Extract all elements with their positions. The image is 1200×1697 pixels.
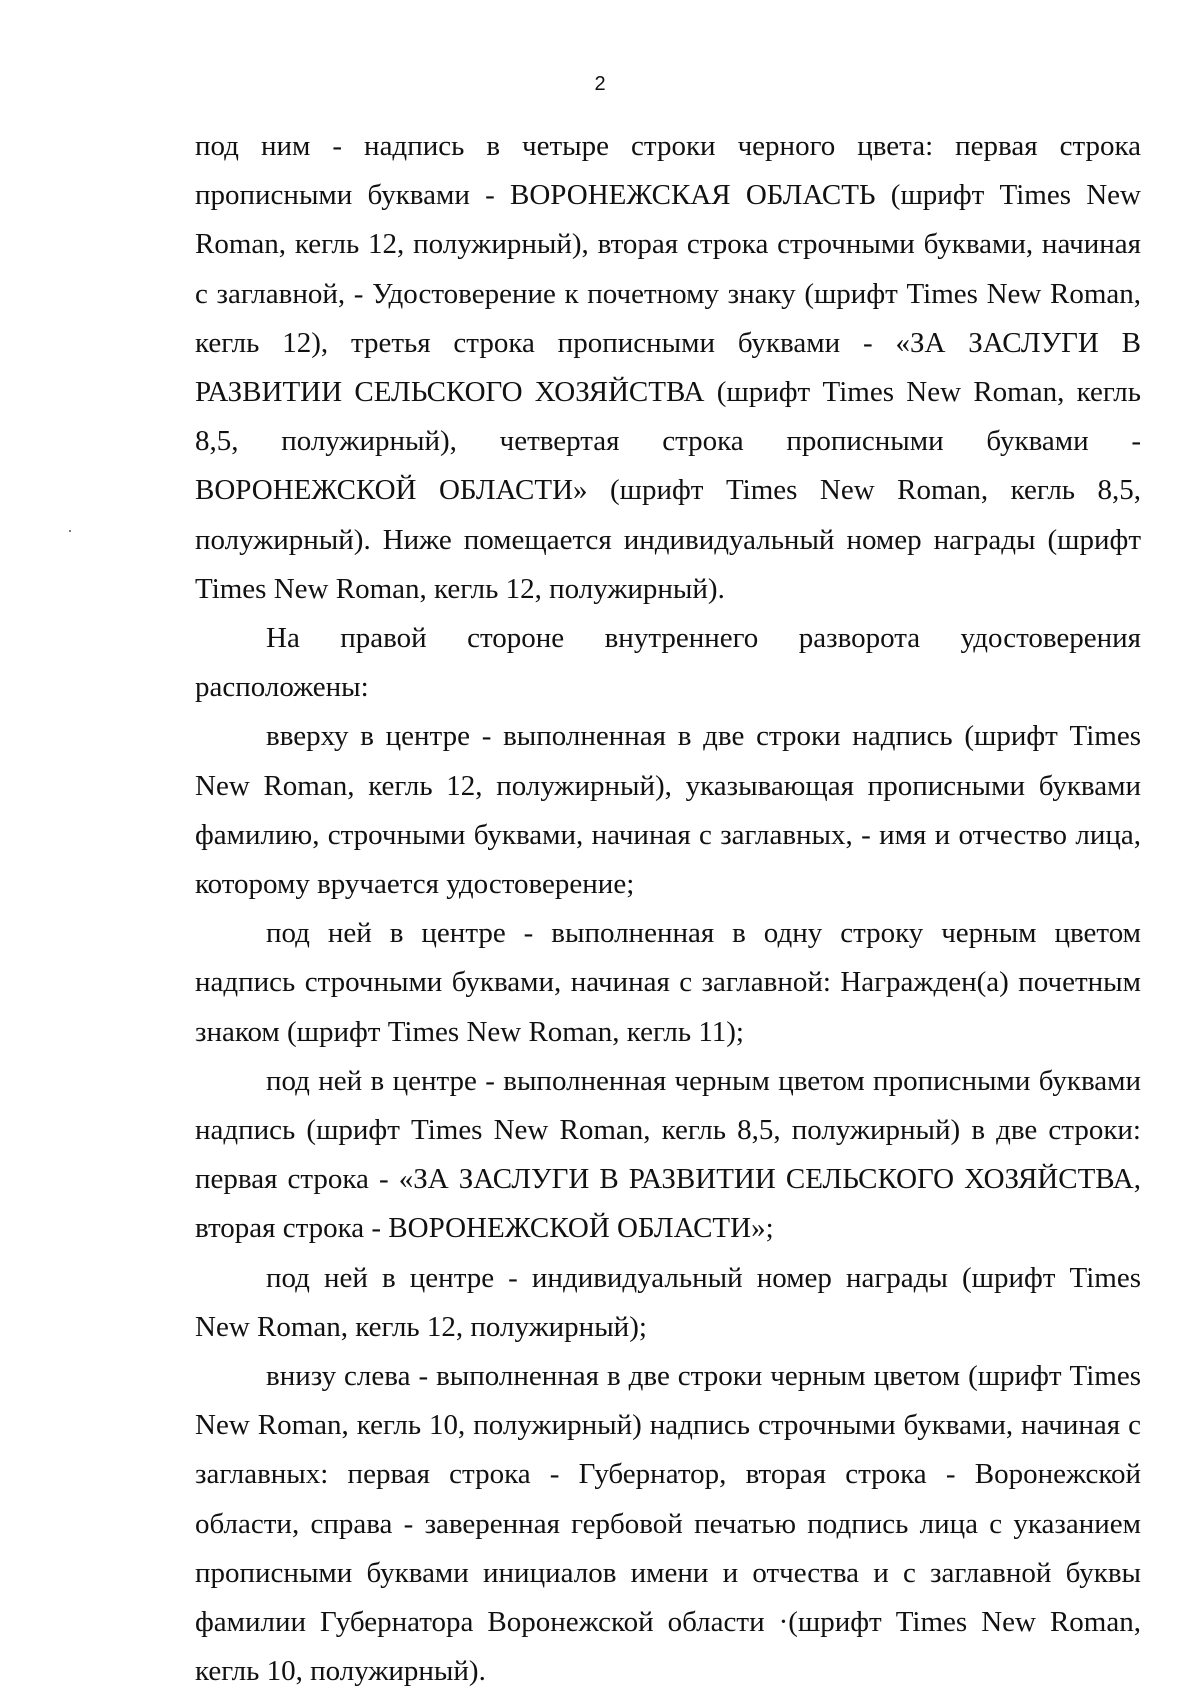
paragraph-award-title: под ней в центре - выполненная черным цветом прописными буквами надпись (шрифт Times New Roman, кегль 8,5, полужирный) в две строки: первая строка - «ЗА ЗАСЛУГИ В РАЗВИТИИ СЕЛЬСКОГО ХОЗЯЙСТВА, вторая строка - ВОРОНЕЖСКОЙ ОБЛАСТИ»; [195,1064,1141,1245]
document-body [195,122,1141,1697]
paragraph-signature: внизу слева - выполненная в две строки черным цветом (шрифт Times New Roman, кегль 10, полужирный) надпись строчными буквами, начиная с заглавных: первая строка - Губернатор, вторая строка - Воронежской области, справа - заверенная гербовой печатью подпись лица с указанием прописными буквами инициалов имени и отчества и с заглавной буквы фамилии Губернатора Воронежской области ·(шрифт Times New Roman, кегль 10, полужирный). [195,1360,1141,1688]
paragraph-inscription-left: под ним - надпись в четыре строки черного цвета: первая строка прописными буквами - ВОРОНЕЖСКАЯ ОБЛАСТЬ (шрифт Times New Roman, кегль 12, полужирный), вторая строка строчными буквами, начиная с заглавной, - Удостоверение к почетному знаку (шрифт Times New Roman, кегль 12), третья строка прописными буквами - «ЗА ЗАСЛУГИ В РАЗВИТИИ СЕЛЬСКОГО ХОЗЯЙСТВА (шрифт Times New Roman, кегль 8,5, полужирный), четвертая строка прописными буквами - ВОРОНЕЖСКОЙ ОБЛАСТИ» (шрифт Times New Roman, кегль 8,5, полужирный). Ниже помещается индивидуальный номер награды (шрифт Times New Roman, кегль 12, полужирный). [195,130,1141,605]
paragraph-award-number: под ней в центре - индивидуальный номер награды (шрифт Times New Roman, кегль 12, полужирный); [195,1261,1141,1343]
paragraph-right-side-intro: На правой стороне внутреннего разворота удостоверения расположены: [195,622,1141,704]
paragraph-top-center: вверху в центре - выполненная в две строки надпись (шрифт Times New Roman, кегль 12, полужирный), указывающая прописными буквами фамилию, строчными буквами, начиная с заглавных, - имя и отчество лица, которому вручается удостоверение; [195,720,1141,901]
paragraph-awarded-line: под ней в центре - выполненная в одну строку черным цветом надпись строчными буквами, начиная с заглавной: Награжден(а) почетным знаком (шрифт Times New Roman, кегль 11); [195,917,1141,1048]
page-number: 2 [594,73,606,95]
scan-dot [69,530,71,532]
